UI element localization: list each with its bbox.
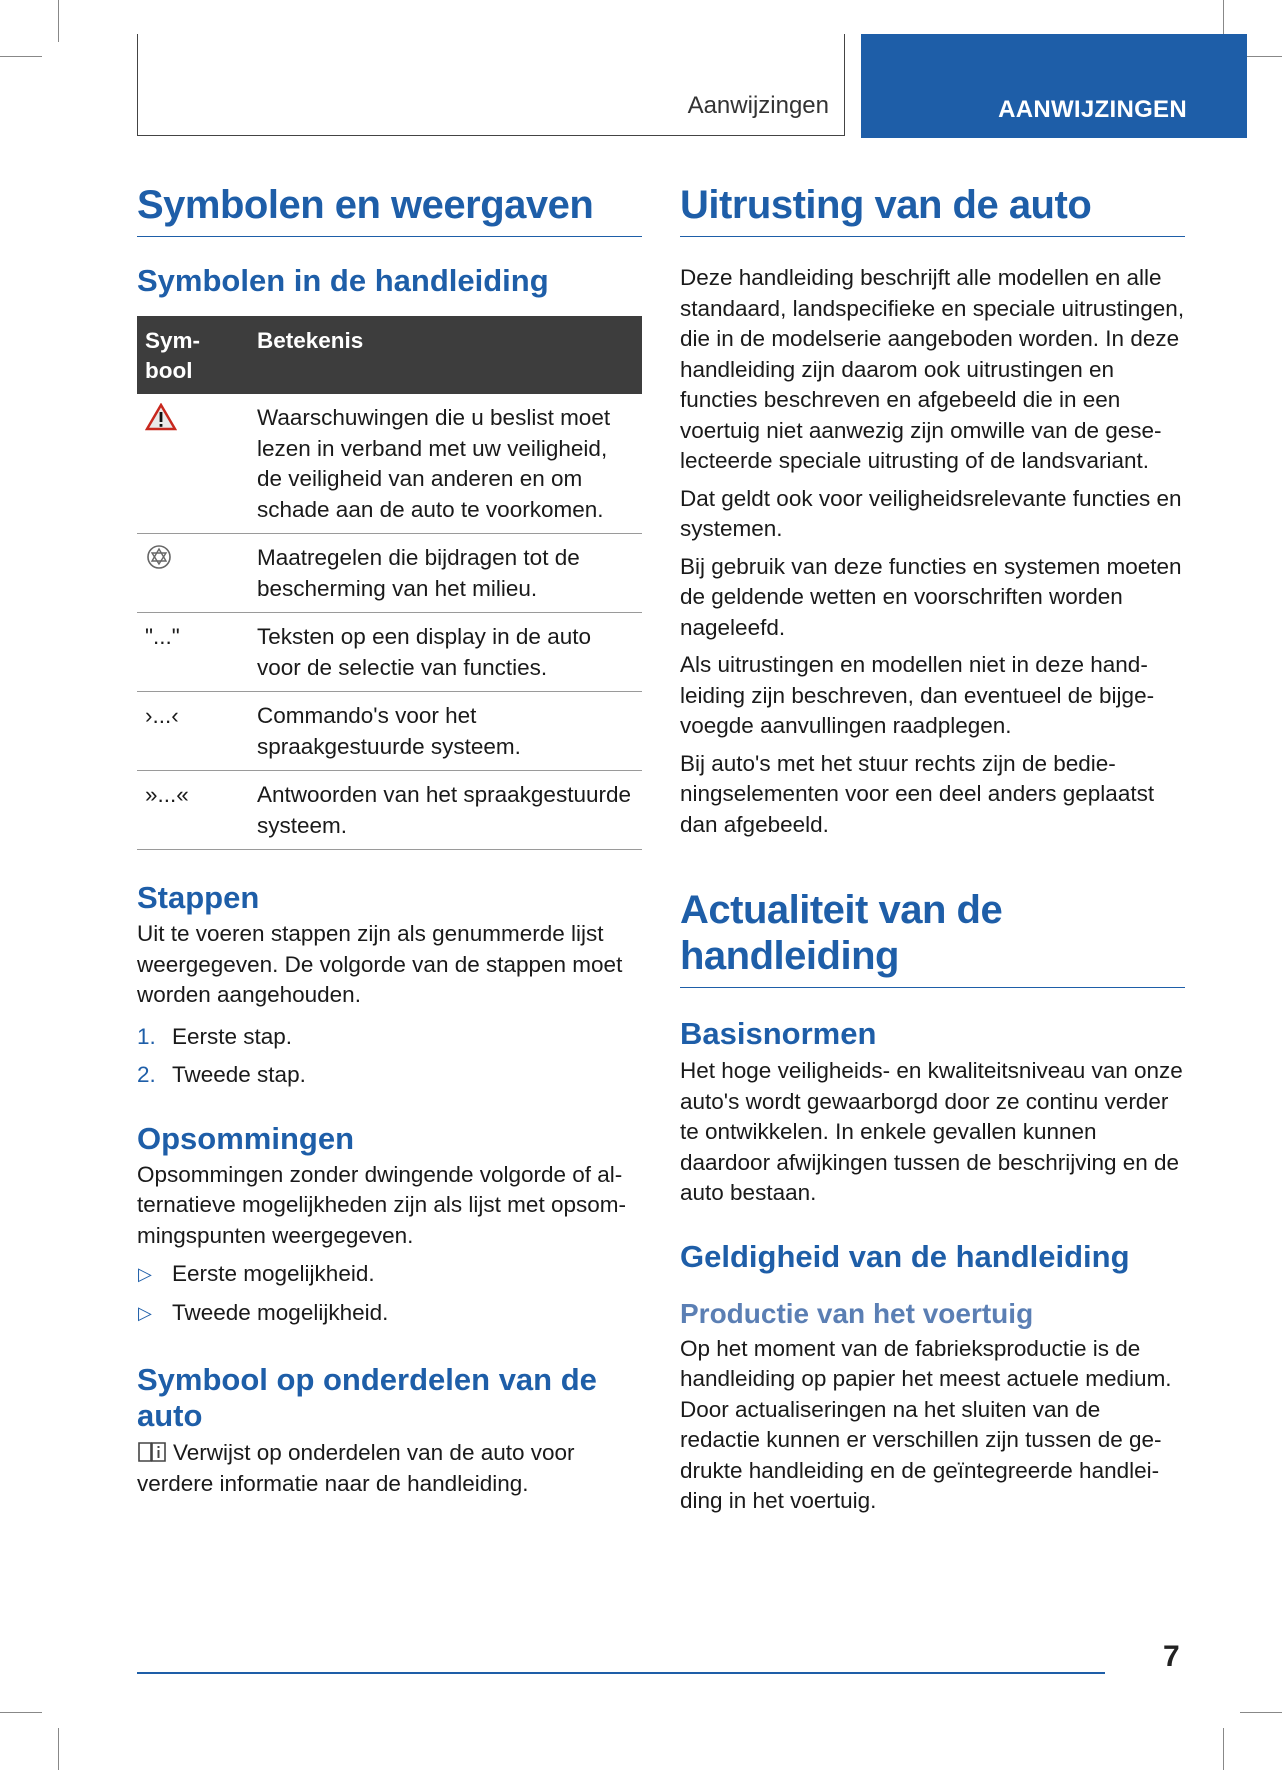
equipment-paragraph: Deze handleiding beschrijft alle modellen en alle standaard, landspecifieke en speciale uitrustingen, die in de modelserie aangeboden worden. In deze handleiding zijn daarom ook uitrustingen en functies beschreven en afgebeeld die in een voertuig niet aanwezig zijn omwille van de geselecteerde speciale uitrusting of de landsvariant. [680, 265, 1185, 473]
table-cell-symbol [137, 394, 249, 534]
step-text: Tweede stap. [172, 1062, 306, 1087]
list-item [137, 1259, 642, 1290]
heading-symbols-in-manual: Symbolen in de handleiding [137, 263, 549, 298]
heading-validity: Geldigheid van de handleiding [680, 1238, 1130, 1274]
table-cell-symbol: ›...‹ [137, 692, 249, 771]
crop-mark [0, 1712, 42, 1713]
enumerations-description: Opsommingen zonder dwingende volgorde of alternatieve mogelijkheden zijn als lijst met opsommingspunten weergegeven. [137, 1161, 626, 1248]
header-section-label: Aanwijzingen [687, 92, 829, 119]
heading-basic-standards: Basisnormen [680, 1016, 877, 1051]
basic-standards-text: Het hoge veiligheids- en kwaliteitsniveau van onze auto's wordt gewaarborgd door ze continu verder te ontwikkelen. In enkele gevallen kunnen daardoor afwijkingen tussen de beschrijving en de auto bestaan. [680, 1058, 1183, 1205]
crop-mark [0, 56, 42, 57]
crop-mark [58, 0, 59, 42]
warning-triangle-icon [145, 403, 177, 431]
equipment-body [680, 263, 1185, 840]
symbol-on-parts-text: Verwijst op onderdelen van de auto voor verdere informatie naar de handleiding. [137, 1440, 575, 1496]
left-column [137, 182, 642, 1499]
table-cell-meaning: Commando's voor het spraakgestuurde systeem. [249, 692, 642, 771]
equipment-paragraph: Bij gebruik van deze functies en systemen moeten de geldende wetten en voorschriften worden nageleefd. [680, 553, 1182, 640]
table-cell-symbol: "..." [137, 613, 249, 692]
header-chapter-label: AANWIJZINGEN [998, 96, 1187, 123]
steps-list [137, 1022, 642, 1091]
list-item [137, 1022, 642, 1053]
step-text: Eerste stap. [172, 1023, 293, 1049]
page-number: 7 [1163, 1640, 1180, 1673]
equipment-paragraph: Dat geldt ook voor veiligheidsrelevante functies en systemen. [680, 485, 1182, 541]
symbols-table [137, 316, 642, 850]
bullet-triangle-icon: ▷ [138, 1264, 152, 1284]
heading-symbol-on-parts: Symbool op onderdelen van de auto [137, 1362, 597, 1433]
table-header-symbol: Sym- bool [137, 316, 249, 394]
equipment-paragraph: Als uitrustingen en modellen niet in deze handleiding zijn beschreven, dan eventueel de bijgevoegde aanvullingen raadplegen. [680, 652, 1155, 738]
enumeration-text: Tweede mogelijkheid. [172, 1299, 389, 1325]
step-number: 1. [137, 1023, 156, 1049]
section-title-symbols: Symbolen en weergaven [137, 182, 642, 237]
list-item [137, 1060, 642, 1091]
table-cell-symbol [137, 534, 249, 613]
enumeration-text: Eerste mogelijkheid. [172, 1261, 375, 1286]
table-cell-meaning: Teksten op een display in de auto voor de selectie van functies. [249, 613, 642, 692]
table-header-row [137, 316, 642, 394]
list-item [137, 1298, 642, 1329]
crop-mark [58, 1728, 59, 1770]
right-column [680, 182, 1185, 1517]
production-text: Op het moment van de fabrieksproductie is de handleiding op papier het meest actuele medium. Door actualiseringen na het sluiten van de redactie kunnen er verschillen zijn tussen de gedrukte handleiding en de geïntegreerde handleiding in het voertuig. [680, 1335, 1172, 1513]
symbol-on-parts-description [137, 1438, 642, 1499]
bullet-triangle-icon: ▷ [138, 1302, 152, 1323]
table-row [137, 771, 642, 850]
heading-production: Productie van het voertuig [680, 1297, 1034, 1329]
table-header-meaning: Betekenis [249, 316, 642, 394]
table-cell-symbol: »...« [137, 771, 249, 850]
table-cell-meaning: Antwoorden van het spraakgestuurde systeem. [249, 771, 642, 850]
heading-enumerations: Opsommingen [137, 1120, 355, 1156]
footer-rule [137, 1672, 1105, 1674]
section-title-equipment: Uitrusting van de auto [680, 182, 1185, 237]
table-row [137, 534, 642, 613]
environment-icon [145, 543, 173, 571]
heading-steps: Stappen [137, 880, 260, 915]
table-row [137, 394, 642, 534]
equipment-paragraph: Bij auto's met het stuur rechts zijn de bedieningselementen voor een deel anders geplaatst dan afgebeeld. [680, 750, 1155, 837]
enumeration-list [137, 1259, 642, 1328]
table-row [137, 692, 642, 771]
steps-description: Uit te voeren stappen zijn als genummerde lijst weergegeven. De volgorde van de stappen moet worden aangehouden. [137, 921, 623, 1007]
section-title-actuality: Actualiteit van de handleiding [680, 887, 1185, 988]
crop-mark [1240, 1712, 1282, 1713]
step-number: 2. [137, 1062, 156, 1087]
table-row [137, 613, 642, 692]
header-frame [137, 34, 845, 136]
table-cell-meaning: Waarschuwingen die u beslist moet lezen in verband met uw veiligheid, de veiligheid van anderen en om schade aan de auto te voorkomen. [249, 394, 642, 534]
header-chapter-tab [861, 34, 1247, 138]
crop-mark [1223, 1728, 1224, 1770]
table-cell-meaning: Maatregelen die bijdragen tot de bescherming van het milieu. [249, 534, 642, 613]
book-info-icon [137, 1440, 167, 1464]
